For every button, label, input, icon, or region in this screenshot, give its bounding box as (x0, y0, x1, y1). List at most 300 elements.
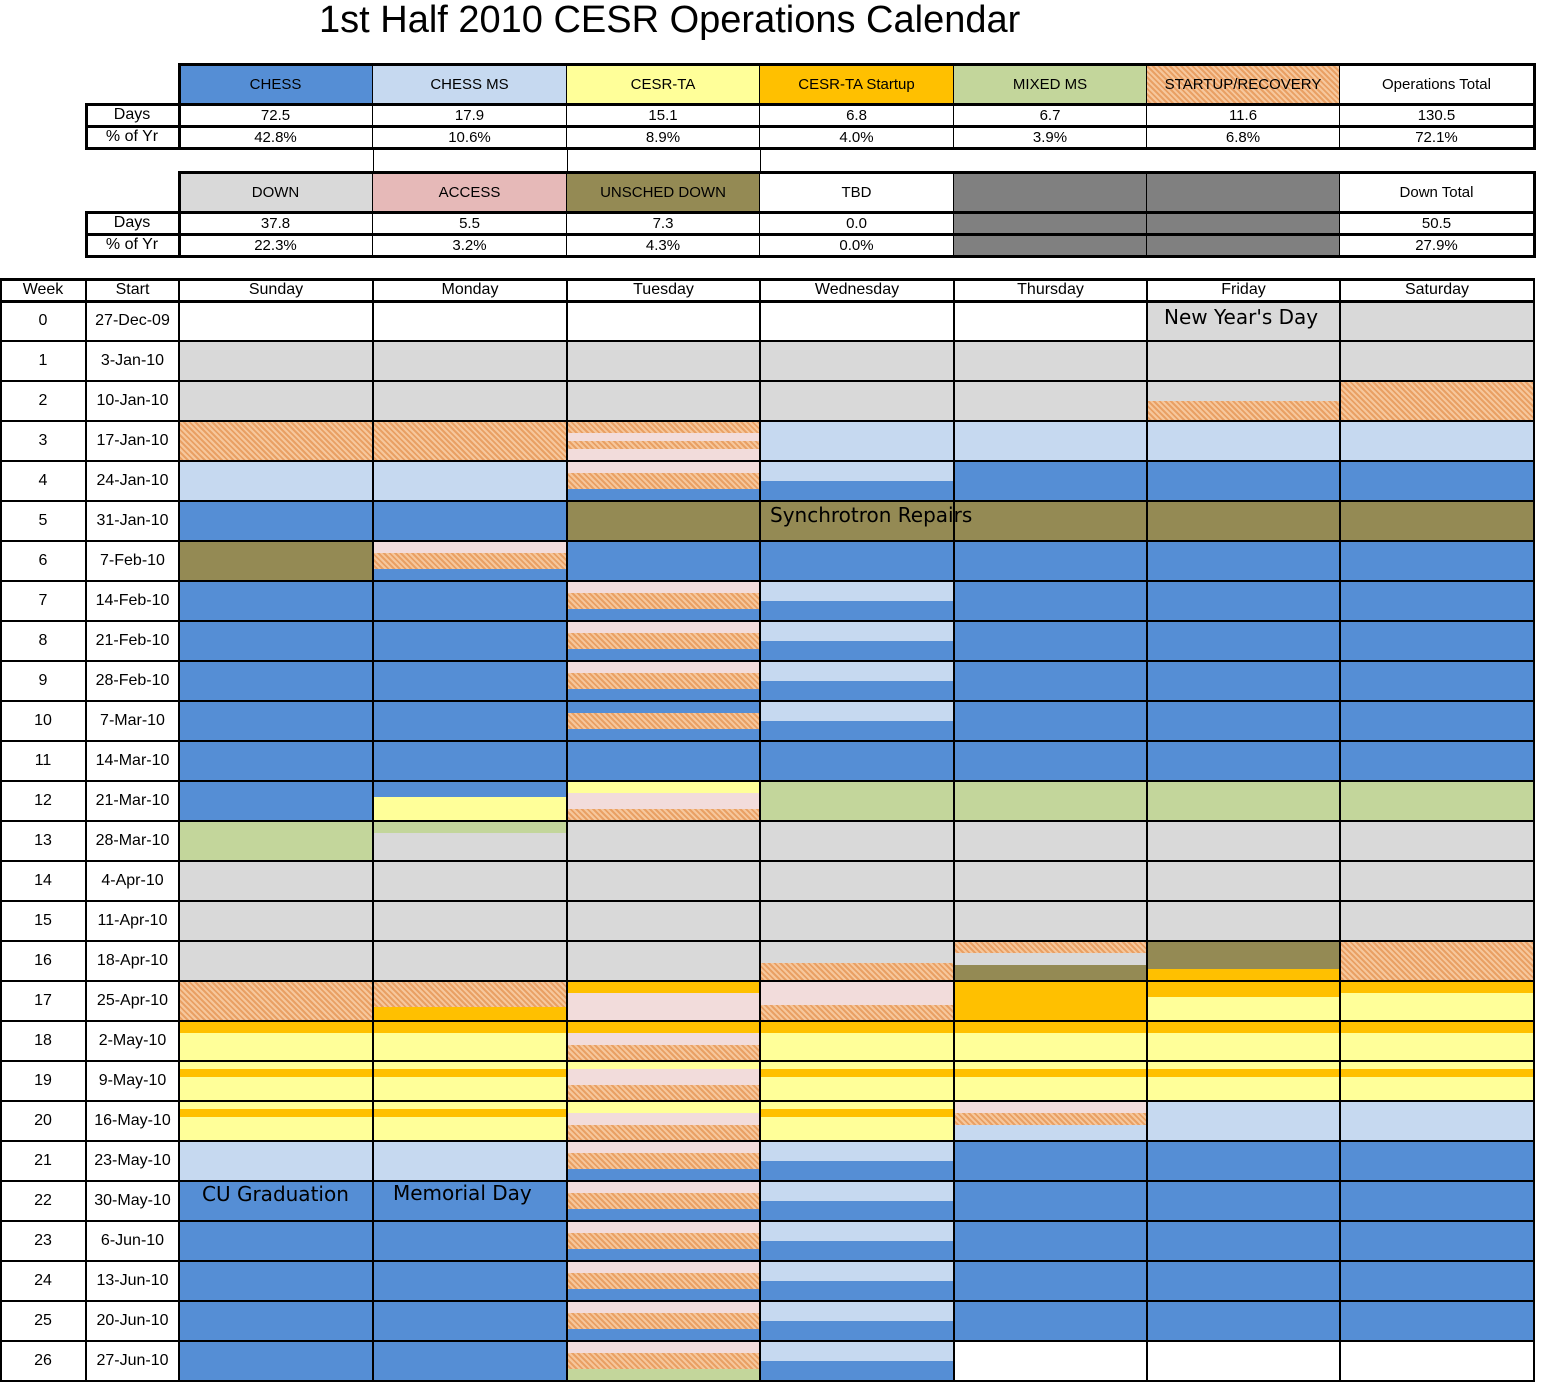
schedule-band (179, 781, 373, 821)
schedule-band (1147, 821, 1340, 861)
pct-value-down-3: 0.0% (760, 234, 954, 256)
schedule-band (567, 1181, 760, 1193)
schedule-band (1147, 1301, 1340, 1341)
week-number: 6 (38, 552, 48, 569)
day-cell (179, 621, 373, 661)
schedule-band (373, 661, 567, 701)
day-cell (760, 901, 954, 941)
schedule-band (760, 741, 954, 781)
schedule-band (760, 1141, 954, 1161)
schedule-band (567, 341, 760, 381)
calendar-column-rule (953, 278, 955, 1382)
legend-ops-6: Operations Total (1340, 64, 1534, 104)
day-cell (373, 821, 567, 861)
schedule-band (373, 833, 567, 861)
schedule-band (1340, 381, 1534, 421)
schedule-band (1340, 941, 1534, 981)
day-cell (373, 541, 567, 581)
column-header-start: Start (115, 281, 150, 298)
day-cell (1147, 501, 1340, 541)
day-cell (567, 421, 760, 461)
calendar-rule (0, 700, 1535, 702)
day-cell (1147, 981, 1340, 1021)
schedule-band (373, 981, 567, 1007)
summary-rule (85, 211, 1536, 214)
schedule-band (954, 901, 1147, 941)
day-cell (1147, 1301, 1340, 1341)
schedule-band (954, 965, 1147, 981)
synchrotron-repairs-label: Synchrotron Repairs (770, 503, 973, 527)
schedule-band (954, 661, 1147, 701)
day-cell (1147, 1261, 1340, 1301)
day-cell (179, 1061, 373, 1101)
schedule-band (760, 821, 954, 861)
schedule-band (954, 821, 1147, 861)
day-cell (179, 1301, 373, 1341)
week-number: 11 (34, 752, 52, 769)
pct-value-down-6: 27.9% (1340, 234, 1534, 256)
schedule-band (954, 341, 1147, 381)
day-cell (1340, 1061, 1534, 1101)
column-header-monday: Monday (441, 281, 499, 298)
schedule-band (954, 1341, 1147, 1381)
schedule-band (760, 1077, 954, 1101)
days-label: Days (86, 212, 179, 234)
week-start-date: 17-Jan-10 (96, 432, 169, 449)
schedule-band (567, 1261, 760, 1273)
calendar-column-rule (1339, 278, 1341, 1382)
day-cell (760, 461, 954, 501)
day-cell (954, 1341, 1147, 1381)
calendar-column-rule (85, 278, 87, 1382)
week-start-date: 7-Mar-10 (100, 712, 165, 729)
day-cell (567, 381, 760, 421)
schedule-band (373, 1221, 567, 1261)
schedule-band (760, 1261, 954, 1281)
pct-value-down-2: 4.3% (567, 234, 760, 256)
schedule-band (954, 1021, 1147, 1033)
week-number: 5 (38, 512, 48, 529)
pct-value-down-5 (1147, 234, 1340, 256)
day-cell (1147, 861, 1340, 901)
day-cell (760, 1181, 954, 1221)
column-header-wednesday: Wednesday (814, 281, 900, 298)
schedule-band (1340, 501, 1534, 541)
schedule-band (1147, 701, 1340, 741)
day-cell (567, 781, 760, 821)
day-cell (373, 1301, 567, 1341)
days-value-down-6: 50.5 (1340, 212, 1534, 234)
day-cell (760, 341, 954, 381)
summary-rule (85, 103, 1536, 106)
schedule-band (1340, 541, 1534, 581)
schedule-band (179, 901, 373, 941)
schedule-band (1147, 381, 1340, 401)
schedule-band (760, 1281, 954, 1301)
calendar-column-rule (0, 278, 2, 1382)
days-value-down-1: 5.5 (373, 212, 567, 234)
week-start-date: 10-Jan-10 (96, 392, 169, 409)
schedule-band (567, 301, 760, 341)
calendar-rule (0, 1060, 1535, 1062)
day-cell (179, 701, 373, 741)
schedule-band (760, 1069, 954, 1077)
week-number: 4 (38, 472, 48, 489)
schedule-band (1147, 981, 1340, 997)
day-cell (954, 1301, 1147, 1341)
schedule-band (179, 461, 373, 501)
summary-rule (178, 63, 1536, 66)
day-cell (373, 1221, 567, 1261)
day-cell (1340, 1221, 1534, 1261)
schedule-band (1340, 1101, 1534, 1141)
schedule-band (760, 301, 954, 341)
calendar-rule (0, 980, 1535, 982)
day-cell (760, 1101, 954, 1141)
day-cell (1340, 381, 1534, 421)
schedule-band (1340, 1069, 1534, 1077)
day-cell (373, 1341, 567, 1381)
week-number: 26 (34, 1352, 52, 1369)
day-cell (179, 1021, 373, 1061)
day-cell (760, 661, 954, 701)
schedule-band (373, 1021, 567, 1033)
week-number: 25 (34, 1312, 52, 1329)
schedule-band (760, 541, 954, 581)
summary-edge (178, 63, 181, 149)
day-cell (567, 621, 760, 661)
schedule-band (760, 461, 954, 481)
week-number: 8 (38, 632, 48, 649)
day-cell (567, 821, 760, 861)
day-cell (373, 421, 567, 461)
day-cell (760, 1261, 954, 1301)
schedule-band (179, 1141, 373, 1181)
day-cell (1340, 941, 1534, 981)
day-cell (954, 501, 1147, 541)
week-start-date: 14-Feb-10 (95, 592, 170, 609)
schedule-band (954, 501, 1147, 541)
schedule-band (760, 421, 954, 461)
calendar-column-rule (178, 278, 180, 1382)
schedule-band (1147, 501, 1340, 541)
schedule-band (954, 301, 1147, 341)
schedule-band (373, 1069, 567, 1077)
schedule-band (567, 861, 760, 901)
schedule-band (373, 781, 567, 797)
day-cell (179, 1221, 373, 1261)
day-cell (1340, 901, 1534, 941)
week-number: 9 (38, 672, 48, 689)
schedule-band (1147, 1069, 1340, 1077)
day-cell (179, 461, 373, 501)
calendar-rule (0, 420, 1535, 422)
calendar-rule (0, 1300, 1535, 1302)
schedule-band (567, 1061, 760, 1069)
schedule-band (373, 1117, 567, 1141)
day-cell (179, 381, 373, 421)
schedule-band (1340, 1261, 1534, 1301)
legend-ops-1: CHESS MS (373, 64, 567, 104)
day-cell (1340, 421, 1534, 461)
schedule-band (179, 1109, 373, 1117)
calendar-rule (0, 780, 1535, 782)
days-value-down-4 (954, 212, 1147, 234)
week-number: 7 (38, 592, 48, 609)
schedule-band (760, 481, 954, 501)
day-cell (954, 1261, 1147, 1301)
schedule-band (373, 1301, 567, 1341)
day-cell (567, 901, 760, 941)
day-cell (373, 1141, 567, 1181)
schedule-band (760, 1341, 954, 1361)
week-start-date: 13-Jun-10 (96, 1272, 169, 1289)
day-cell (760, 421, 954, 461)
summary-edge (85, 211, 88, 257)
day-cell (179, 1261, 373, 1301)
calendar-rule (0, 1220, 1535, 1222)
week-number: 13 (34, 832, 52, 849)
day-cell (1147, 941, 1340, 981)
legend-ops-0: CHESS (179, 64, 373, 104)
day-cell (1340, 781, 1534, 821)
day-cell (1340, 1341, 1534, 1381)
schedule-band (567, 1021, 760, 1033)
week-number: 20 (34, 1112, 52, 1129)
schedule-band (373, 421, 567, 461)
schedule-band (760, 861, 954, 901)
week-start-date: 3-Jan-10 (100, 352, 165, 369)
schedule-band (954, 581, 1147, 621)
day-cell (1340, 341, 1534, 381)
calendar-rule (0, 1380, 1535, 1382)
day-cell (179, 581, 373, 621)
schedule-band (179, 1021, 373, 1033)
schedule-band (954, 1261, 1147, 1301)
schedule-band (567, 1353, 760, 1369)
days-value-down-5 (1147, 212, 1340, 234)
days-value-ops-3: 6.8 (760, 104, 954, 126)
schedule-band (1340, 701, 1534, 741)
day-cell (179, 541, 373, 581)
schedule-band (1340, 1221, 1534, 1261)
week-start-date: 4-Apr-10 (101, 872, 164, 889)
schedule-band (373, 541, 567, 553)
day-cell (179, 981, 373, 1021)
schedule-band (567, 1301, 760, 1313)
schedule-band (1340, 1061, 1534, 1069)
schedule-band (567, 1273, 760, 1289)
schedule-band (1340, 1141, 1534, 1181)
schedule-band (954, 1141, 1147, 1181)
schedule-band (1340, 1341, 1534, 1381)
day-cell (567, 1021, 760, 1061)
schedule-band (373, 301, 567, 341)
schedule-band (1340, 621, 1534, 661)
week-start-date: 18-Apr-10 (96, 952, 169, 969)
schedule-band (760, 981, 954, 1005)
schedule-band (760, 721, 954, 741)
gap-rule (373, 149, 374, 173)
day-cell (373, 461, 567, 501)
day-cell (1147, 821, 1340, 861)
column-header-tuesday: Tuesday (633, 281, 694, 298)
schedule-band (1147, 1181, 1340, 1221)
schedule-band (567, 1113, 760, 1125)
schedule-band (179, 301, 373, 341)
schedule-band (954, 1069, 1147, 1077)
day-cell (954, 701, 1147, 741)
schedule-band (567, 1069, 760, 1085)
schedule-band (1147, 401, 1340, 421)
schedule-band (954, 541, 1147, 581)
calendar-rule (0, 860, 1535, 862)
pct-value-ops-4: 3.9% (954, 126, 1147, 148)
calendar-rule (0, 340, 1535, 342)
schedule-band (1147, 661, 1340, 701)
schedule-band (567, 581, 760, 593)
days-value-ops-0: 72.5 (179, 104, 373, 126)
column-header-saturday: Saturday (1404, 281, 1470, 298)
schedule-band (179, 1069, 373, 1077)
day-cell (760, 781, 954, 821)
day-cell (1340, 981, 1534, 1021)
schedule-band (760, 621, 954, 641)
day-cell (179, 941, 373, 981)
calendar-column-rule (1533, 278, 1535, 1382)
schedule-band (179, 541, 373, 581)
day-cell (954, 901, 1147, 941)
schedule-band (760, 1221, 954, 1241)
week-start-date: 31-Jan-10 (96, 512, 169, 529)
schedule-band (954, 381, 1147, 421)
gap-rule (760, 149, 761, 173)
legend-ops-3: CESR-TA Startup (760, 64, 954, 104)
legend-down-5 (1147, 172, 1340, 212)
schedule-band (1147, 341, 1340, 381)
day-cell (567, 1101, 760, 1141)
day-cell (567, 1341, 760, 1381)
schedule-band (954, 1061, 1147, 1069)
day-cell (760, 741, 954, 781)
day-cell (567, 1221, 760, 1261)
schedule-band (567, 593, 760, 609)
legend-down-4 (954, 172, 1147, 212)
schedule-band (954, 1301, 1147, 1341)
schedule-band (567, 473, 760, 489)
schedule-band (567, 673, 760, 689)
day-cell (954, 1181, 1147, 1221)
day-cell (567, 741, 760, 781)
schedule-band (179, 1033, 373, 1061)
week-start-date: 27-Dec-09 (95, 312, 170, 329)
title-text: 1st Half 2010 CESR Operations Calendar (319, 0, 1021, 41)
schedule-band (1147, 1033, 1340, 1061)
day-cell (373, 1061, 567, 1101)
schedule-band (179, 741, 373, 781)
schedule-band (179, 1221, 373, 1261)
calendar-column-rule (372, 278, 374, 1382)
day-cell (567, 861, 760, 901)
column-header-week: Week (22, 281, 64, 298)
day-cell (954, 381, 1147, 421)
week-number: 15 (34, 912, 52, 929)
days-value-down-3: 0.0 (760, 212, 954, 234)
day-cell (1147, 741, 1340, 781)
schedule-band (179, 381, 373, 421)
week-number: 16 (34, 952, 52, 969)
schedule-band (954, 621, 1147, 661)
schedule-band (1147, 861, 1340, 901)
day-cell (760, 1301, 954, 1341)
schedule-band (179, 421, 373, 461)
day-cell (954, 981, 1147, 1021)
schedule-band (760, 1021, 954, 1033)
schedule-band (1147, 541, 1340, 581)
schedule-band (760, 1241, 954, 1261)
schedule-band (567, 1193, 760, 1209)
memorial-day-label: Memorial Day (393, 1181, 532, 1205)
schedule-band (1340, 461, 1534, 501)
schedule-band (179, 701, 373, 741)
day-cell (1147, 1021, 1340, 1061)
day-cell (954, 1141, 1147, 1181)
days-value-ops-4: 6.7 (954, 104, 1147, 126)
day-cell (760, 941, 954, 981)
days-value-ops-2: 15.1 (567, 104, 760, 126)
schedule-band (567, 381, 760, 421)
pct-value-ops-2: 8.9% (567, 126, 760, 148)
day-cell (954, 581, 1147, 621)
day-cell (954, 461, 1147, 501)
day-cell (1147, 1141, 1340, 1181)
schedule-band (567, 433, 760, 441)
week-number: 3 (38, 432, 48, 449)
day-cell (1147, 661, 1340, 701)
week-start-date: 28-Feb-10 (95, 672, 170, 689)
schedule-band (760, 1109, 954, 1117)
week-start-date: 2-May-10 (98, 1032, 167, 1049)
schedule-band (1147, 997, 1340, 1021)
schedule-band (567, 781, 760, 793)
day-cell (567, 1181, 760, 1221)
week-start-date: 30-May-10 (94, 1192, 171, 1209)
schedule-band (567, 1153, 760, 1169)
day-cell (954, 541, 1147, 581)
legend-ops-5: STARTUP/RECOVERY (1147, 64, 1340, 104)
day-cell (954, 621, 1147, 661)
week-number: 17 (34, 992, 52, 1009)
day-cell (1147, 581, 1340, 621)
schedule-band (760, 341, 954, 381)
day-cell (760, 621, 954, 661)
week-start-date: 27-Jun-10 (96, 1352, 169, 1369)
schedule-band (1147, 901, 1340, 941)
schedule-band (954, 461, 1147, 501)
schedule-band (760, 1321, 954, 1341)
calendar-rule (0, 1100, 1535, 1102)
schedule-band (179, 821, 373, 861)
schedule-band (954, 741, 1147, 781)
day-cell (567, 1301, 760, 1341)
day-cell (760, 821, 954, 861)
day-cell (567, 941, 760, 981)
summary-edge (1533, 171, 1536, 257)
schedule-band (373, 1261, 567, 1301)
day-cell (179, 661, 373, 701)
day-cell (1147, 421, 1340, 461)
day-cell (1340, 501, 1534, 541)
